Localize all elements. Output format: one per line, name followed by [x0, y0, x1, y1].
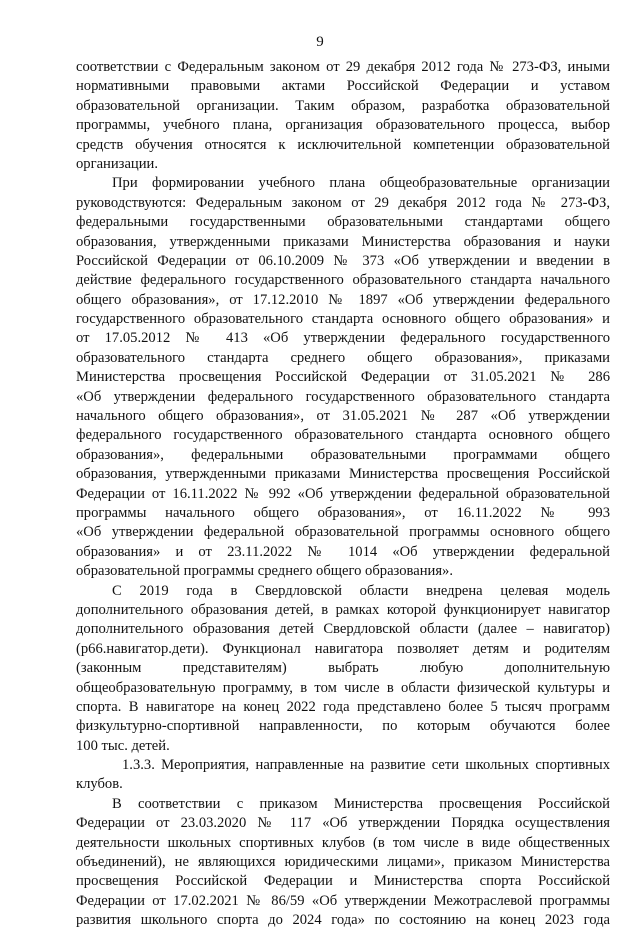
text-line: Федерации от 17.02.2021 № 86/59 «Об утверждении Межотраслевой программы — [76, 892, 610, 909]
text-line: образования, утвержденными приказами Министерства образования и науки — [76, 233, 610, 250]
text-line: нормативными правовыми актами Российской Федерации и уставом — [76, 78, 610, 95]
text-line: «Об утверждении федерального государственного образовательного стандарта — [76, 388, 610, 405]
text-line: Федерации от 23.03.2020 № 117 «Об утверждении Порядка осуществления — [76, 815, 610, 832]
text-line: образования», федеральными образовательными программами общего — [76, 446, 610, 463]
text-line: образовательной организации. Таким образом, разработка образовательной — [76, 97, 610, 114]
text-line: программы начального общего образования», от 16.11.2022 № 993 — [76, 504, 610, 521]
text-line: дополнительного образования детей, в рамках которой функционирует навигатор — [76, 601, 610, 618]
text-line: 1.3.3. Мероприятия, направленные на развитие сети школьных спортивных — [122, 757, 610, 774]
text-line: организации. — [76, 155, 158, 172]
text-line: объединений), не являющихся юридическими лицами», приказом Министерства — [76, 854, 610, 871]
text-line: от 17.05.2012 № 413 «Об утверждении федерального государственного — [76, 330, 610, 347]
text-line: соответствии с Федеральным законом от 29 декабря 2012 года № 273-ФЗ, иными — [76, 59, 610, 75]
text-line: В соответствии с приказом Министерства просвещения Российской — [112, 795, 610, 812]
text-line: образования, утвержденными приказами Министерства просвещения Российской — [76, 466, 610, 483]
text-line: федерального государственного образовательного стандарта основного общего — [76, 427, 610, 444]
text-line: образовательной программы среднего общего образования». — [76, 563, 453, 580]
text-line: спорта. В навигаторе на конец 2022 года представлено более 5 тысяч программ — [76, 698, 610, 715]
document-body — [76, 58, 610, 931]
text-line: руководствуются: Федеральным законом от 29 декабря 2012 года № 273-ФЗ, — [76, 194, 610, 211]
text-line: Министерства просвещения Российской Федерации от 31.05.2021 № 286 — [76, 369, 610, 386]
text-line: клубов. — [76, 776, 123, 793]
text-line: Российской Федерации от 06.10.2009 № 373 «Об утверждении и введении в — [76, 252, 610, 269]
text-line: общеобразовательную программу, в том числе в области физической культуры и — [76, 679, 610, 696]
text-line: Федерации от 16.11.2022 № 992 «Об утверждении федеральной образовательной — [76, 485, 610, 502]
text-line: просвещения Российской Федерации и Министерства спорта Российской — [76, 873, 610, 890]
text-line: деятельности школьных спортивных клубов (в том числе в виде общественных — [76, 834, 610, 851]
text-line: государственного образовательного стандарта основного общего образования» и — [76, 311, 610, 328]
text-line: «Об утверждении федеральной образовательной программы основного общего — [76, 524, 610, 541]
text-line: (законным представителям) выбрать любую дополнительную — [76, 660, 610, 677]
text-line: физкультурно-спортивной направленности, по которым обучаются более — [76, 718, 610, 735]
text-line: (р66.навигатор.дети). Функционал навигатора позволяет детям и родителям — [76, 640, 610, 657]
text-line: дополнительного образования детей Свердловской области (далее – навигатор) — [76, 621, 610, 638]
text-line: действие федерального государственного образовательного стандарта начального — [76, 272, 610, 289]
text-line: 100 тыс. детей. — [76, 737, 170, 754]
text-line: программы, учебного плана, организация образовательного процесса, выбор — [76, 117, 610, 134]
text-line: образовательного стандарта среднего общего образования», приказами — [76, 349, 610, 366]
text-line: общего образования», от 17.12.2010 № 1897 «Об утверждении федерального — [76, 291, 610, 308]
text-line: развития школьного спорта до 2024 года» по состоянию на конец 2023 года — [76, 912, 610, 929]
page-number: 9 — [316, 34, 324, 50]
text-line: начального общего образования», от 31.05.2021 № 287 «Об утверждении — [76, 408, 610, 425]
text-line: При формировании учебного плана общеобразовательные организации — [112, 175, 610, 192]
text-line: образования» и от 23.11.2022 № 1014 «Об утверждении федеральной — [76, 543, 610, 560]
text-line: С 2019 года в Свердловской области внедрена целевая модель — [112, 582, 610, 599]
text-line: средств обучения относятся к исключительной компетенции образовательной — [76, 136, 610, 153]
text-line: федеральными государственными образовательными стандартами общего — [76, 214, 610, 231]
